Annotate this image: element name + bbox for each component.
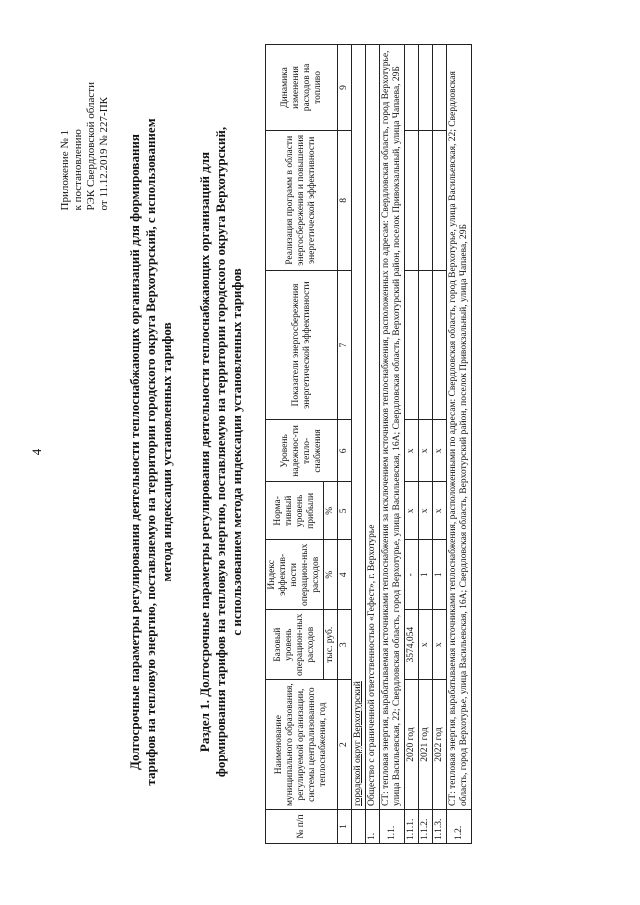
table-header-row [266,45,324,844]
column-number: 2 [338,680,352,810]
title-line: тарифов на тепловую энергию, поставляемую на территории городского округа Верхотурский, с использованием [143,118,158,786]
header-cell: Норма-тивный уровень прибыли [266,482,324,540]
profit-cell: x [433,482,447,540]
supply-system-text: СТ: тепловая энергия, вырабатываемая источниками теплоснабжения за исключением источников теплоснабжения, расположенных по адресам: Свердловская область, город Верхотурье, улица Васильевская, 22; Свердловская область, город Верхотурье, улица Васильевская, 16А; Свердловская область, Верхотурский район, поселок Привокзальный, улица Чапаева, 29Б [380,45,405,810]
table-row [419,45,433,844]
reliability-cell: x [433,420,447,482]
document-page [15,12,625,892]
empty-cell [433,130,447,270]
section-line: с использованием метода индексации установленных тарифов [229,268,244,636]
page-number: 4 [29,448,44,456]
empty-cell [419,270,433,420]
row-number: 1.1.3. [433,810,447,844]
column-number: 4 [338,540,352,610]
empty-cell [433,270,447,420]
table-row [352,45,366,844]
base-opex-cell: x [433,610,447,680]
section-line: Раздел 1. Долгосрочные параметры регулирования деятельности теплоснабжающих организаций для [197,151,212,753]
header-cell: Динамика изменения расходов на топливо [266,45,338,131]
column-number: 5 [338,482,352,540]
base-opex-cell: 3574,054 [405,610,419,680]
title-line: метода индексации установленных тарифов [159,322,174,582]
column-number: 9 [338,45,352,131]
empty-cell [352,810,366,844]
header-cell: Базовый уровень операцион-ных расходов [266,610,324,680]
unit-cell: тыс. руб. [324,610,338,680]
efficiency-index-cell: 1 [433,540,447,610]
column-number: 7 [338,270,352,420]
document-title [127,52,175,852]
table-row [447,45,472,844]
header-cell: Уровень надежнос-ти тепло-снабжения [266,420,338,482]
row-number: 1.1.1. [405,810,419,844]
efficiency-index-cell: 1 [419,540,433,610]
column-number: 6 [338,420,352,482]
table-row [405,45,419,844]
column-number: 3 [338,610,352,680]
header-cell: Показатели энергосбережения энергетической эффективности [266,270,338,420]
organization-name: Общество с ограниченной ответственностью «Гефест», г. Верхотурье [366,45,380,810]
row-number: 1.1.2. [419,810,433,844]
table-row [433,45,447,844]
appendix-block [59,82,111,210]
profit-cell: x [405,482,419,540]
year-cell: 2021 год [419,680,433,810]
appendix-line: РЭК Свердловской области [85,82,97,211]
section-heading [197,52,245,852]
supply-system-text: СТ: тепловая энергия, вырабатываемая источниками теплоснабжения, расположенными по адресам: Свердловская область, город Верхотурье, улица Васильевская, 22; Свердловская область, город Верхотурье, улица Васильевская, 16А; Свердловская область, Верхотурский район, поселок Привокзальный, улица Чапаева, 29Б [447,45,472,810]
row-number: 1. [366,810,380,844]
table-row [380,45,405,844]
row-number: 1.2. [447,810,472,844]
empty-cell [419,45,433,131]
column-number: 1 [338,810,352,844]
column-number-row [338,45,352,844]
reliability-cell: x [419,420,433,482]
column-number: 8 [338,130,352,270]
year-cell: 2020 год [405,680,419,810]
title-line: Долгосрочные параметры регулирования деятельности теплоснабжающих организаций для формирования [127,134,142,770]
header-cell: Реализация программ в области энергосбережения и повышения энергетической эффективности [266,130,338,270]
empty-cell [419,130,433,270]
year-cell: 2022 год [433,680,447,810]
header-cell: Наименование муниципального образования, регулируемой организации, системы централизованного теплоснабжения, год [266,680,338,810]
empty-cell [405,130,419,270]
district-name: городской округ Верхотурский [352,45,366,810]
reliability-cell: x [405,420,419,482]
row-number: 1.1. [380,810,405,844]
unit-cell: % [324,540,338,610]
unit-cell: % [324,482,338,540]
section-line: формирования тарифов на тепловую энергию, поставляемую на территории городского округа Верхотурский, [213,126,228,778]
empty-cell [405,45,419,131]
empty-cell [433,45,447,131]
header-cell: № п/п [266,810,338,844]
base-opex-cell: x [419,610,433,680]
parameters-table [265,44,472,844]
appendix-line: от 11.12.2019 № 227-ПК [98,97,110,211]
appendix-line: Приложение № 1 [59,129,71,211]
header-cell: Индекс эффектив-ности операцион-ных расходов [266,540,324,610]
table-row [366,45,380,844]
empty-cell [405,270,419,420]
efficiency-index-cell: - [405,540,419,610]
profit-cell: x [419,482,433,540]
appendix-line: к постановлению [72,129,84,211]
